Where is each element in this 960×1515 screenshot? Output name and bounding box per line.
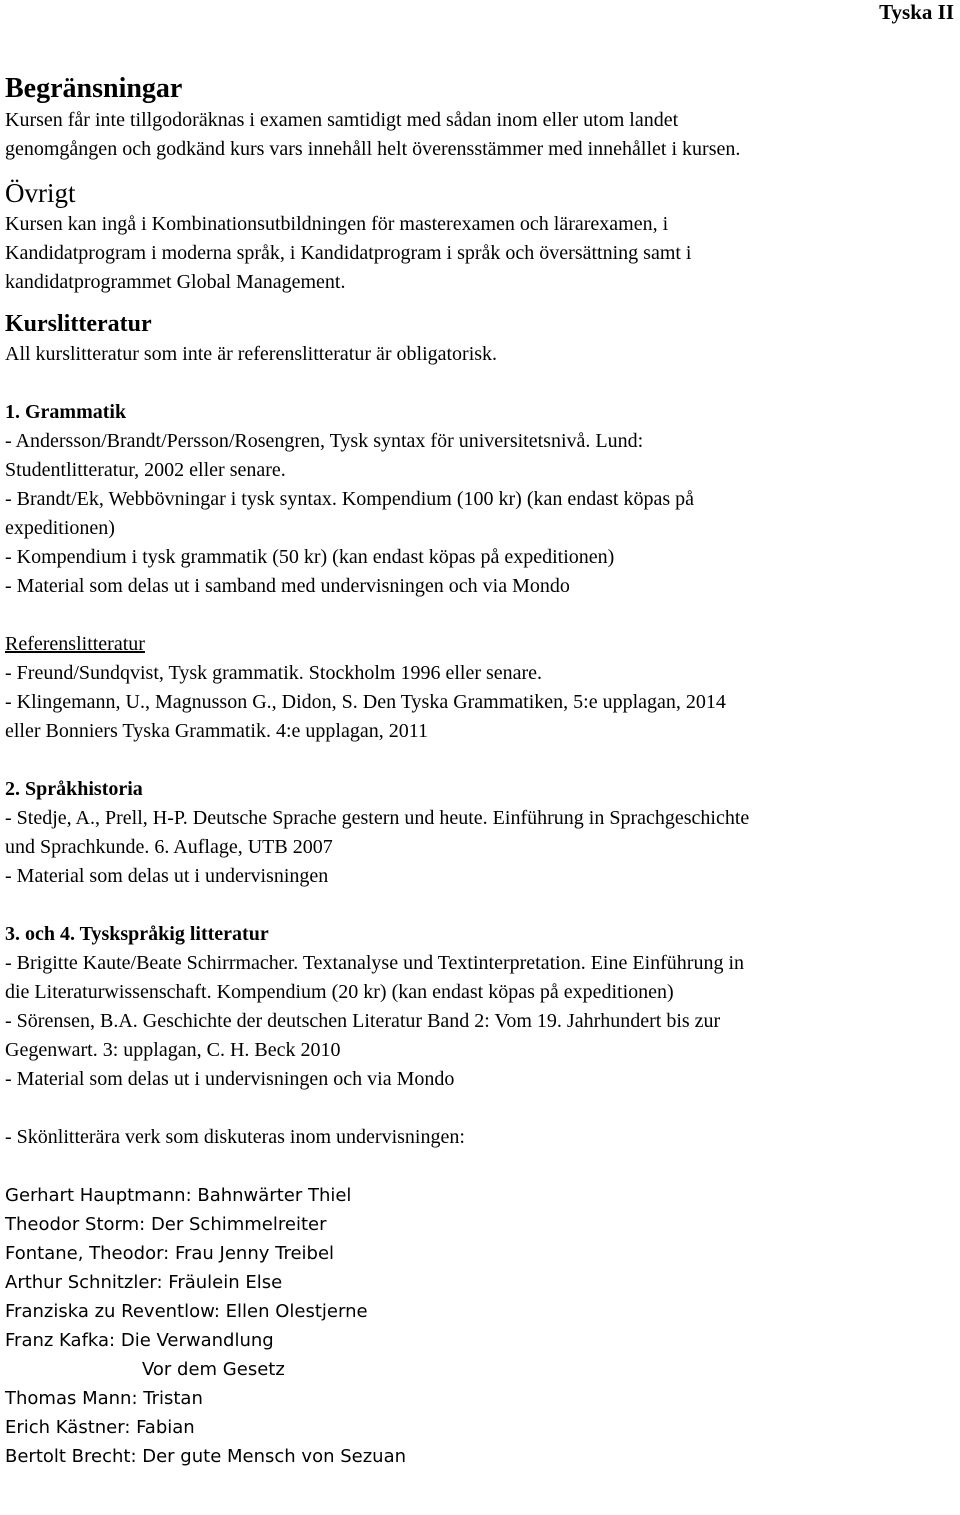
work-item: Franz Kafka: Die Verwandlung [5,1330,274,1351]
heading-referenslitteratur: Referenslitteratur [5,633,145,655]
text-line: Studentlitteratur, 2002 eller senare. [5,459,286,481]
heading-litteratur-title: Tyskspråkig litteratur [79,923,269,945]
text-line: - Kompendium i tysk grammatik (50 kr) (kan endast köpas på expeditionen) [5,546,615,568]
heading-ovrigt: Övrigt [5,178,76,208]
heading-litteratur [5,920,955,949]
text-line: - Brigitte Kaute/Beate Schirrmacher. Textanalyse und Textinterpretation. Eine Einführung in [5,952,745,974]
text-line: die Literaturwissenschaft. Kompendium (20 kr) (kan endast köpas på expeditionen) [5,981,674,1003]
text-line: - Material som delas ut i undervisningen [5,865,329,887]
work-item: Thomas Mann: Tristan [5,1388,203,1409]
heading-kurslitteratur: Kurslitteratur [5,311,152,337]
text-line: eller Bonniers Tyska Grammatik. 4:e upplagan, 2011 [5,720,428,742]
heading-grammatik: 1. Grammatik [5,401,127,423]
text-line: genomgången och godkänd kurs vars innehåll helt överensstämmer med innehållet i kursen. [5,138,741,160]
text-line: Kandidatprogram i moderna språk, i Kandidatprogram i språk och översättning samt i [5,242,692,264]
text-line: Gegenwart. 3: upplagan, C. H. Beck 2010 [5,1039,341,1061]
heading-litteratur-number: 3. och 4. [5,923,75,945]
work-item: Vor dem Gesetz [142,1359,285,1380]
course-header: Tyska II [879,0,954,24]
text-line: kandidatprogrammet Global Management. [5,271,346,293]
text-line: und Sprachkunde. 6. Auflage, UTB 2007 [5,836,333,858]
text-line: All kurslitteratur som inte är referenslitteratur är obligatorisk. [5,343,498,365]
work-item: Franziska zu Reventlow: Ellen Olestjerne [5,1301,368,1322]
work-item: Gerhart Hauptmann: Bahnwärter Thiel [5,1185,352,1206]
text-line: - Stedje, A., Prell, H-P. Deutsche Sprache gestern und heute. Einführung in Sprachgeschichte [5,807,750,829]
text-line: Kursen kan ingå i Kombinationsutbildningen för masterexamen och lärarexamen, i [5,213,669,235]
text-line: - Klingemann, U., Magnusson G., Didon, S. Den Tyska Grammatiken, 5:e upplagan, 2014 [5,691,726,713]
text-line: - Material som delas ut i samband med undervisningen och via Mondo [5,575,570,597]
work-item: Fontane, Theodor: Frau Jenny Treibel [5,1243,335,1264]
text-line: - Freund/Sundqvist, Tysk grammatik. Stockholm 1996 eller senare. [5,662,543,684]
text-line: - Sörensen, B.A. Geschichte der deutschen Literatur Band 2: Vom 19. Jahrhundert bis zur [5,1010,721,1032]
heading-sprakhistoria: 2. Språkhistoria [5,778,143,800]
work-item: Erich Kästner: Fabian [5,1417,195,1438]
text-line: expeditionen) [5,517,115,539]
work-item: Bertolt Brecht: Der gute Mensch von Sezuan [5,1446,407,1467]
text-line: - Brandt/Ek, Webbövningar i tysk syntax. Kompendium (100 kr) (kan endast köpas på [5,488,695,510]
document-body [5,72,955,1471]
text-line: - Andersson/Brandt/Persson/Rosengren, Tysk syntax för universitetsnivå. Lund: [5,430,644,452]
work-item: Arthur Schnitzler: Fräulein Else [5,1272,283,1293]
text-line: - Skönlitterära verk som diskuteras inom undervisningen: [5,1126,465,1148]
text-line: Kursen får inte tillgodoräknas i examen samtidigt med sådan inom eller utom landet [5,109,679,131]
text-line: - Material som delas ut i undervisningen och via Mondo [5,1068,455,1090]
heading-begransningar: Begränsningar [5,73,183,104]
work-item: Theodor Storm: Der Schimmelreiter [5,1214,327,1235]
